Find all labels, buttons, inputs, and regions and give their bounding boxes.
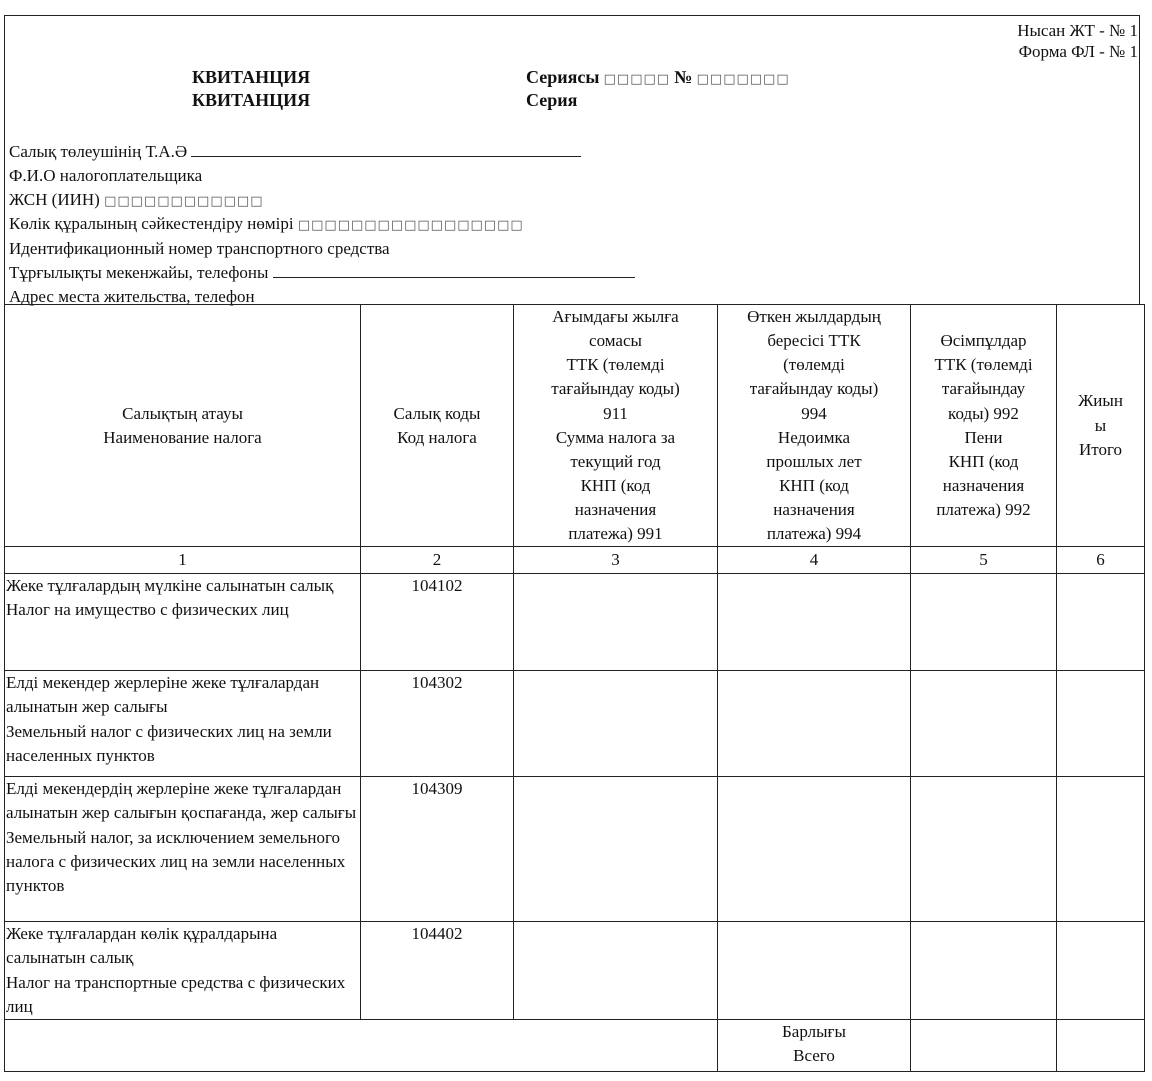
table-row bbox=[5, 574, 1145, 671]
arrears-amount-cell[interactable] bbox=[718, 574, 911, 671]
address-label-kz: Тұрғылықты мекенжайы, телефоны bbox=[9, 262, 269, 282]
address-label-ru: Адрес места жительства, телефон bbox=[9, 286, 255, 306]
form-code bbox=[1017, 20, 1138, 63]
current-year-amount-cell[interactable] bbox=[514, 922, 718, 1020]
series-boxes: □□□□□ bbox=[603, 72, 671, 87]
penalties-amount-cell[interactable] bbox=[911, 574, 1057, 671]
current-year-amount-cell[interactable] bbox=[514, 671, 718, 777]
tax-name-cell bbox=[5, 922, 361, 1020]
total-label-cell bbox=[718, 1020, 911, 1072]
number-sign: № bbox=[674, 67, 693, 87]
total-label-ru: Всего bbox=[793, 1046, 835, 1066]
vin-label-kz: Көлік құралының сәйкестендіру нөмірі bbox=[9, 214, 294, 234]
total-penalties-cell[interactable] bbox=[911, 1020, 1057, 1072]
total-amount-cell[interactable] bbox=[1057, 777, 1145, 922]
tax-name-kz: Елді мекендердің жерлеріне жеке тұлғалардан алынатын жер салығын қоспағанда, жер салығы bbox=[6, 779, 357, 823]
header-total: Жиын ы Итого bbox=[1057, 305, 1145, 547]
total-row bbox=[5, 1020, 1145, 1072]
column-number: 5 bbox=[911, 547, 1057, 574]
column-number: 2 bbox=[361, 547, 514, 574]
tax-name-cell bbox=[5, 574, 361, 671]
header-row bbox=[5, 305, 1145, 547]
receipt-title-kz: КВИТАНЦИЯ bbox=[192, 67, 311, 87]
arrears-amount-cell[interactable] bbox=[718, 777, 911, 922]
vin-boxes: □□□□□□□□□□□□□□□□□ bbox=[297, 218, 524, 234]
total-amount-cell[interactable] bbox=[1057, 922, 1145, 1020]
iin-boxes: □□□□□□□□□□□□ bbox=[104, 194, 264, 210]
header-arrears: Өткен жылдардың бересісі ТТК (төлемді тағайындау коды) 994 Недоимка прошлых лет КНП (код назначения платежа) 994 bbox=[718, 305, 911, 547]
tax-name-kz: Жеке тұлғалардан көлік құралдарына салынатын салық bbox=[6, 924, 278, 968]
tax-name-ru: Налог на транспортные средства с физических лиц bbox=[6, 972, 346, 1016]
tax-name-ru: Земельный налог с физических лиц на земли населенных пунктов bbox=[6, 721, 332, 765]
tax-code: 104102 bbox=[361, 574, 514, 671]
header-current-year: Ағымдағы жылға сомасы ТТК (төлемді тағайындау коды) 911 Сумма налога за текущий год КНП (код назначения платежа) 991 bbox=[514, 305, 718, 547]
tax-name-cell bbox=[5, 671, 361, 777]
penalties-amount-cell[interactable] bbox=[911, 671, 1057, 777]
tax-name-ru: Земельный налог, за исключением земельного налога с физических лиц на земли населенных пунктов bbox=[6, 827, 346, 895]
column-number: 1 bbox=[5, 547, 361, 574]
table-row bbox=[5, 777, 1145, 922]
column-number: 3 bbox=[514, 547, 718, 574]
form-code-kz: Нысан ЖТ - № 1 bbox=[1017, 21, 1138, 40]
column-number-row bbox=[5, 547, 1145, 574]
payer-fields bbox=[9, 140, 635, 309]
table-row bbox=[5, 922, 1145, 1020]
total-row-blank bbox=[5, 1020, 718, 1072]
series-label-kz: Сериясы bbox=[526, 67, 600, 87]
total-grand-cell[interactable] bbox=[1057, 1020, 1145, 1072]
total-amount-cell[interactable] bbox=[1057, 671, 1145, 777]
tax-code: 104302 bbox=[361, 671, 514, 777]
total-label-kz: Барлығы bbox=[782, 1022, 846, 1042]
form-code-ru: Форма ФЛ - № 1 bbox=[1018, 42, 1138, 62]
payer-name-line bbox=[191, 142, 581, 157]
address-line bbox=[273, 263, 635, 278]
series-label-ru: Серия bbox=[526, 90, 578, 111]
receipt-title-ru: КВИТАНЦИЯ bbox=[192, 90, 311, 111]
vin-label-ru: Идентификационный номер транспортного средства bbox=[9, 238, 390, 258]
number-boxes: □□□□□□□ bbox=[696, 72, 790, 87]
column-number: 6 bbox=[1057, 547, 1145, 574]
tax-table bbox=[4, 304, 1145, 1072]
header-penalties: Өсімпұлдар ТТК (төлемді тағайындау коды) 992 Пени КНП (код назначения платежа) 992 bbox=[911, 305, 1057, 547]
penalties-amount-cell[interactable] bbox=[911, 777, 1057, 922]
current-year-amount-cell[interactable] bbox=[514, 777, 718, 922]
receipt-title bbox=[192, 66, 310, 113]
series-block bbox=[526, 66, 790, 113]
penalties-amount-cell[interactable] bbox=[911, 922, 1057, 1020]
tax-code: 104309 bbox=[361, 777, 514, 922]
arrears-amount-cell[interactable] bbox=[718, 671, 911, 777]
tax-code: 104402 bbox=[361, 922, 514, 1020]
total-amount-cell[interactable] bbox=[1057, 574, 1145, 671]
tax-name-kz: Жеке тұлғалардың мүлкіне салынатын салық bbox=[6, 576, 334, 596]
header-tax-name: Салықтың атауы Наименование налога bbox=[5, 305, 361, 547]
payer-name-label-kz: Салық төлеушінің Т.А.Ә bbox=[9, 142, 188, 161]
table-row bbox=[5, 671, 1145, 777]
column-number: 4 bbox=[718, 547, 911, 574]
tax-name-cell bbox=[5, 777, 361, 922]
payer-name-label-ru: Ф.И.О налогоплательщика bbox=[9, 166, 203, 186]
iin-label: ЖСН (ИИН) bbox=[9, 190, 100, 210]
tax-name-kz: Елді мекендер жерлеріне жеке тұлғалардан алынатын жер салығы bbox=[6, 673, 320, 717]
current-year-amount-cell[interactable] bbox=[514, 574, 718, 671]
header-tax-code: Салық коды Код налога bbox=[361, 305, 514, 547]
arrears-amount-cell[interactable] bbox=[718, 922, 911, 1020]
tax-name-ru: Налог на имущество с физических лиц bbox=[6, 600, 289, 620]
